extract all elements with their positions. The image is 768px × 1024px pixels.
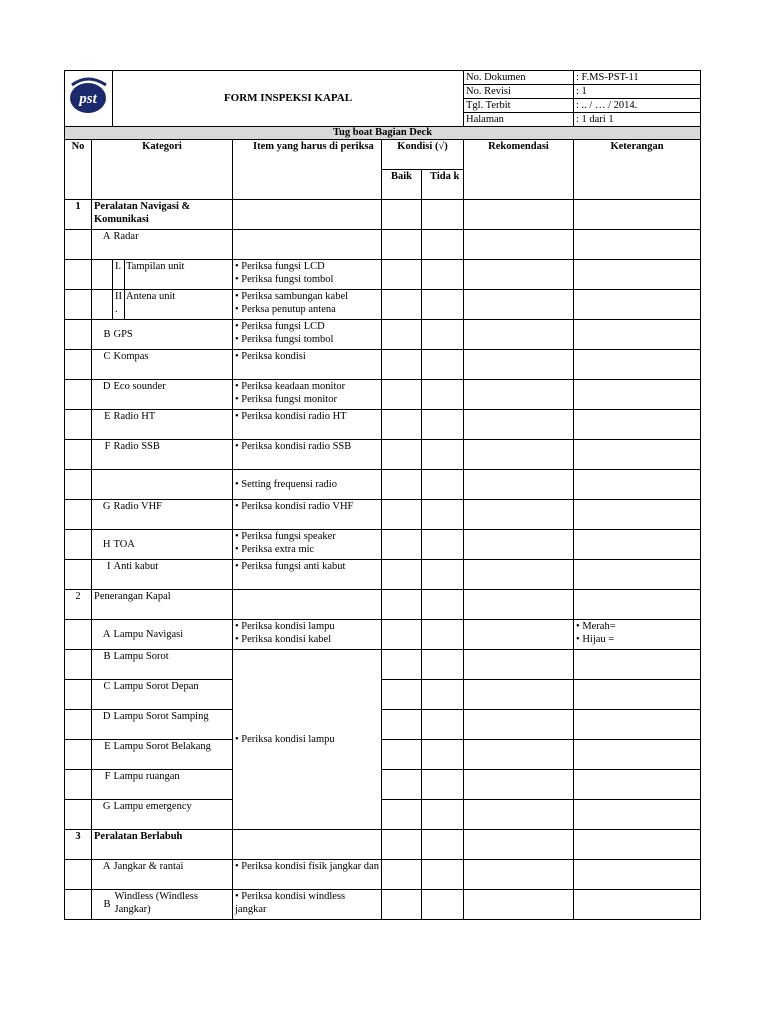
check-item: • Periksa fungsi LCD <box>235 261 325 272</box>
group-name: Penerangan Kapal <box>92 590 233 620</box>
note-item: • Merah= <box>576 621 616 632</box>
check-item: • Periksa extra mic <box>235 544 315 555</box>
table-row <box>65 860 701 890</box>
table-row <box>65 380 701 410</box>
inspection-form <box>64 70 700 920</box>
check-item: • Periksa fungsi tombol <box>235 334 334 345</box>
item-name: Lampu Navigasi <box>113 620 233 650</box>
check-item: • Setting frequensi radio <box>233 470 382 500</box>
table-row <box>65 560 701 590</box>
meta-label: No. Revisi <box>464 85 574 99</box>
table-row <box>65 530 701 560</box>
meta-label: Halaman <box>464 113 574 127</box>
item-name: Kompas <box>113 350 233 380</box>
item-name: Anti kabut <box>113 560 233 590</box>
check-item: • Periksa fungsi anti kabut <box>233 560 382 590</box>
table-row <box>65 470 701 500</box>
item-code: B <box>92 650 113 680</box>
col-no: No <box>65 140 92 200</box>
item-name: Lampu emergency <box>113 800 233 830</box>
item-name: Radio HT <box>113 410 233 440</box>
meta-label: No. Dokumen <box>464 71 574 85</box>
meta-value: : F.MS-PST-11 <box>574 71 701 85</box>
item-code: H <box>92 530 113 560</box>
table-row <box>65 260 701 290</box>
item-code: A <box>92 620 113 650</box>
table-row <box>65 620 701 650</box>
table-row <box>65 710 701 740</box>
item-name: Radar <box>113 230 233 260</box>
item-name: Antena unit <box>125 290 233 320</box>
check-item: • Perksa penutup antena <box>235 304 336 315</box>
col-item: Item yang harus di periksa <box>233 140 382 200</box>
table-row <box>65 740 701 770</box>
meta-value: : 1 <box>574 85 701 99</box>
item-name: Radio VHF <box>113 500 233 530</box>
table-row <box>65 410 701 440</box>
check-item: • Periksa kondisi lampu <box>235 621 335 632</box>
group-row <box>65 200 701 230</box>
group-name: Peralatan Navigasi & Komunikasi <box>92 200 233 230</box>
item-name: Lampu Sorot Depan <box>113 680 233 710</box>
check-item: • Periksa fungsi speaker <box>235 531 336 542</box>
sub-code: II . <box>113 290 125 320</box>
item-code: D <box>92 380 113 410</box>
item-code: C <box>92 680 113 710</box>
table-row <box>65 230 701 260</box>
check-item: • Periksa kondisi windless jangkar <box>233 890 382 920</box>
item-code: I <box>92 560 113 590</box>
item-name: Lampu Sorot <box>113 650 233 680</box>
group-row <box>65 830 701 860</box>
form-title: FORM INSPEKSI KAPAL <box>113 71 464 127</box>
table-row <box>65 770 701 800</box>
note-item: • Hijau = <box>576 634 615 645</box>
item-name: Windless (Windless Jangkar) <box>113 890 233 920</box>
group-name: Peralatan Berlabuh <box>92 830 233 860</box>
svg-text:pst: pst <box>78 90 97 107</box>
col-keterangan: Keterangan <box>574 140 701 200</box>
check-item: • Periksa kondisi lampu <box>233 650 382 830</box>
item-code: C <box>92 350 113 380</box>
item-name: Lampu ruangan <box>113 770 233 800</box>
item-code: G <box>92 800 113 830</box>
check-item: • Periksa kondisi radio SSB <box>233 440 382 470</box>
item-code: A <box>92 230 113 260</box>
table-row <box>65 500 701 530</box>
item-code: E <box>92 410 113 440</box>
table-row <box>65 890 701 920</box>
check-item: • Periksa kondisi fisik jangkar dan <box>233 860 382 890</box>
item-code: G <box>92 500 113 530</box>
item-code: F <box>92 440 113 470</box>
col-kategori: Kategori <box>92 140 233 200</box>
table-row <box>65 290 701 320</box>
sub-code: I. <box>113 260 125 290</box>
check-item: • Periksa keadaan monitor <box>235 381 346 392</box>
check-item: • Periksa sambungan kabel <box>235 291 349 302</box>
col-tidak: Tida k <box>422 170 464 200</box>
item-name: Lampu Sorot Samping <box>113 710 233 740</box>
col-kondisi: Kondisi (√) <box>382 140 464 170</box>
group-row <box>65 590 701 620</box>
meta-label: Tgl. Terbit <box>464 99 574 113</box>
item-name: TOA <box>113 530 233 560</box>
row-number: 1 <box>65 200 92 230</box>
table-row <box>65 440 701 470</box>
item-name: Eco sounder <box>113 380 233 410</box>
check-item: • Periksa kondisi radio HT <box>233 410 382 440</box>
table-row <box>65 680 701 710</box>
form-table <box>64 70 701 920</box>
item-name: Jangkar & rantai <box>113 860 233 890</box>
col-baik: Baik <box>382 170 422 200</box>
section-title: Tug boat Bagian Deck <box>65 127 701 140</box>
check-item: • Periksa fungsi tombol <box>235 274 334 285</box>
item-code: D <box>92 710 113 740</box>
pst-logo-icon <box>66 75 112 119</box>
col-rekomendasi: Rekomendasi <box>464 140 574 200</box>
item-code: B <box>92 320 113 350</box>
table-row <box>65 650 701 680</box>
item-code: E <box>92 740 113 770</box>
meta-value: : .. / … / 2014. <box>574 99 701 113</box>
check-item: • Periksa fungsi LCD <box>235 321 325 332</box>
item-code: A <box>92 860 113 890</box>
table-row <box>65 350 701 380</box>
check-item: • Periksa kondisi radio VHF <box>233 500 382 530</box>
check-item: • Periksa kondisi <box>233 350 382 380</box>
check-item: • Periksa fungsi monitor <box>235 394 337 405</box>
item-name: Radio SSB <box>113 440 233 470</box>
meta-value: : 1 dari 1 <box>574 113 701 127</box>
item-code: B <box>92 890 113 920</box>
item-name: Lampu Sorot Belakang <box>113 740 233 770</box>
item-code: F <box>92 770 113 800</box>
row-number: 2 <box>65 590 92 620</box>
company-logo <box>65 71 113 127</box>
table-row <box>65 800 701 830</box>
row-number: 3 <box>65 830 92 860</box>
table-row <box>65 320 701 350</box>
item-name: Tampilan unit <box>125 260 233 290</box>
check-item: • Periksa kondisi kabel <box>235 634 332 645</box>
item-name: GPS <box>113 320 233 350</box>
